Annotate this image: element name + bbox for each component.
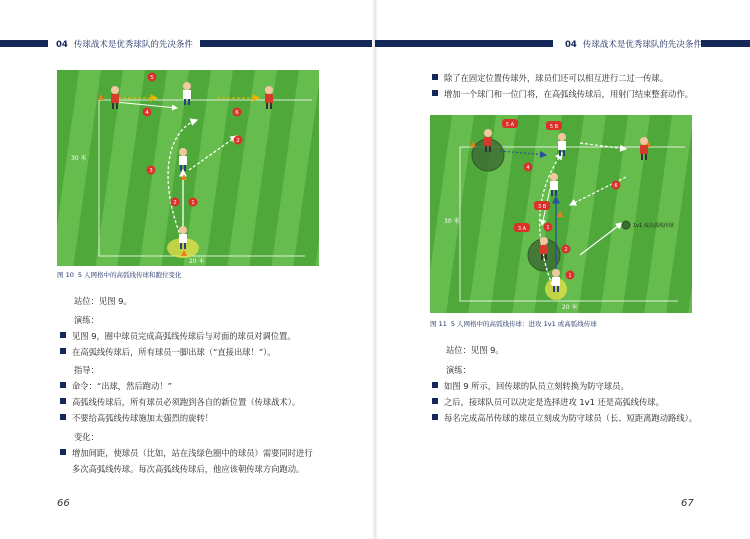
legend-1v1-label: 1v1 或高弧线传球	[633, 223, 674, 229]
field-length-label: 20 米	[189, 258, 205, 265]
setup-text: 站位：见图 9。	[74, 296, 132, 306]
chapter-title: 传球战术是优秀球队的先决条件	[73, 40, 193, 50]
drill-item: 如图 9 所示，回传球的队员立刻转换为防守球员。	[432, 378, 629, 394]
step-marker-2b: 2	[236, 138, 240, 144]
drill-title: 演练：	[446, 365, 471, 375]
figure-number: 图 11	[430, 320, 447, 328]
right-page	[375, 0, 750, 539]
step-marker-6: 6	[235, 110, 239, 116]
figure-caption	[57, 270, 182, 279]
running-header	[56, 38, 193, 50]
field-length-label: 20 米	[562, 304, 578, 311]
field-width-label: 30 米	[444, 218, 460, 225]
drill-item: 见图 9，圈中球员完成高弧线传球后与对面的球员对调位置。	[60, 328, 296, 344]
step-marker-1: 1	[546, 225, 550, 231]
figure-caption-text: 5 人网格中的高弧线传球和跑位变化	[77, 271, 182, 279]
running-header	[565, 38, 702, 50]
chapter-number: 04	[56, 40, 68, 50]
step-marker-1b: 1	[568, 273, 572, 279]
header-bar-right-segment	[200, 40, 375, 47]
chapter-number: 04	[565, 40, 577, 50]
header-bar	[375, 40, 553, 47]
tip-item: 除了在固定位置传球外，球员们还可以相互进行二过一传球。	[432, 70, 668, 86]
guide-item: 高弧线传球后，所有球员必须跑到各自的新位置（传球战术）。	[60, 394, 300, 410]
figure-caption	[430, 319, 597, 328]
drill-item: 之后，接球队员可以决定是选择进攻 1v1 还是高弧线传球。	[432, 394, 664, 410]
setup-text: 站位：见图 9。	[446, 345, 504, 355]
step-marker-5: 5	[150, 75, 154, 81]
tag-5a: 5 A	[505, 122, 515, 128]
drill-item: 每名完成高吊传球的球员立刻成为防守球员（长、短距离跑动路线）。	[432, 410, 697, 426]
soccer-field-graphic	[57, 70, 319, 266]
step-marker-3: 3	[149, 168, 153, 174]
tag-5b: 5 B	[549, 124, 559, 130]
figure-caption-text: 5 人网格中的高弧线传球：进攻 1v1 或高弧线传球	[450, 320, 597, 328]
step-marker-2: 2	[564, 247, 568, 253]
variation-item: 增加间距，使球员（比如，站在浅绿色圈中的球员）需要同时进行	[60, 445, 313, 461]
chapter-title: 传球战术是优秀球队的先决条件	[582, 40, 702, 50]
step-marker-1: 1	[191, 200, 195, 206]
drill-item: 在高弧线传球后，所有球员一脚出球（“直接出球！”）。	[60, 344, 276, 360]
guide-title: 指导：	[74, 365, 99, 375]
step-marker-4: 4	[526, 165, 530, 171]
guide-item: 命令：“出球，然后跑动！”	[60, 378, 172, 394]
figure-number: 图 10	[57, 271, 74, 279]
drill-diagram-figure-10	[57, 70, 319, 266]
tag-3a: 3 A	[517, 226, 527, 232]
soccer-field-graphic	[430, 115, 692, 313]
page-number: 66	[57, 498, 70, 509]
header-bar	[0, 40, 48, 47]
step-marker-2: 2	[173, 200, 177, 206]
guide-item: 不要给高弧线传球施加太强烈的旋转！	[60, 410, 213, 426]
drill-title: 演练：	[74, 315, 99, 325]
field-width-label: 30 米	[71, 155, 87, 162]
variation-title: 变化：	[74, 432, 99, 442]
drill-diagram-figure-11	[430, 115, 692, 313]
header-bar-right-segment	[701, 40, 750, 47]
page-number: 67	[681, 498, 694, 509]
variation-item-continued: 多次高弧线传球。每次高弧线传球后，他应该朝传球方向跑动。	[72, 464, 305, 474]
tag-3b: 3 B	[537, 204, 547, 210]
step-marker-6: 6	[614, 183, 618, 189]
tip-item: 增加一个球门和一位门将，在高弧线传球后，用射门结束整套动作。	[432, 86, 693, 102]
step-marker-4: 4	[145, 110, 149, 116]
